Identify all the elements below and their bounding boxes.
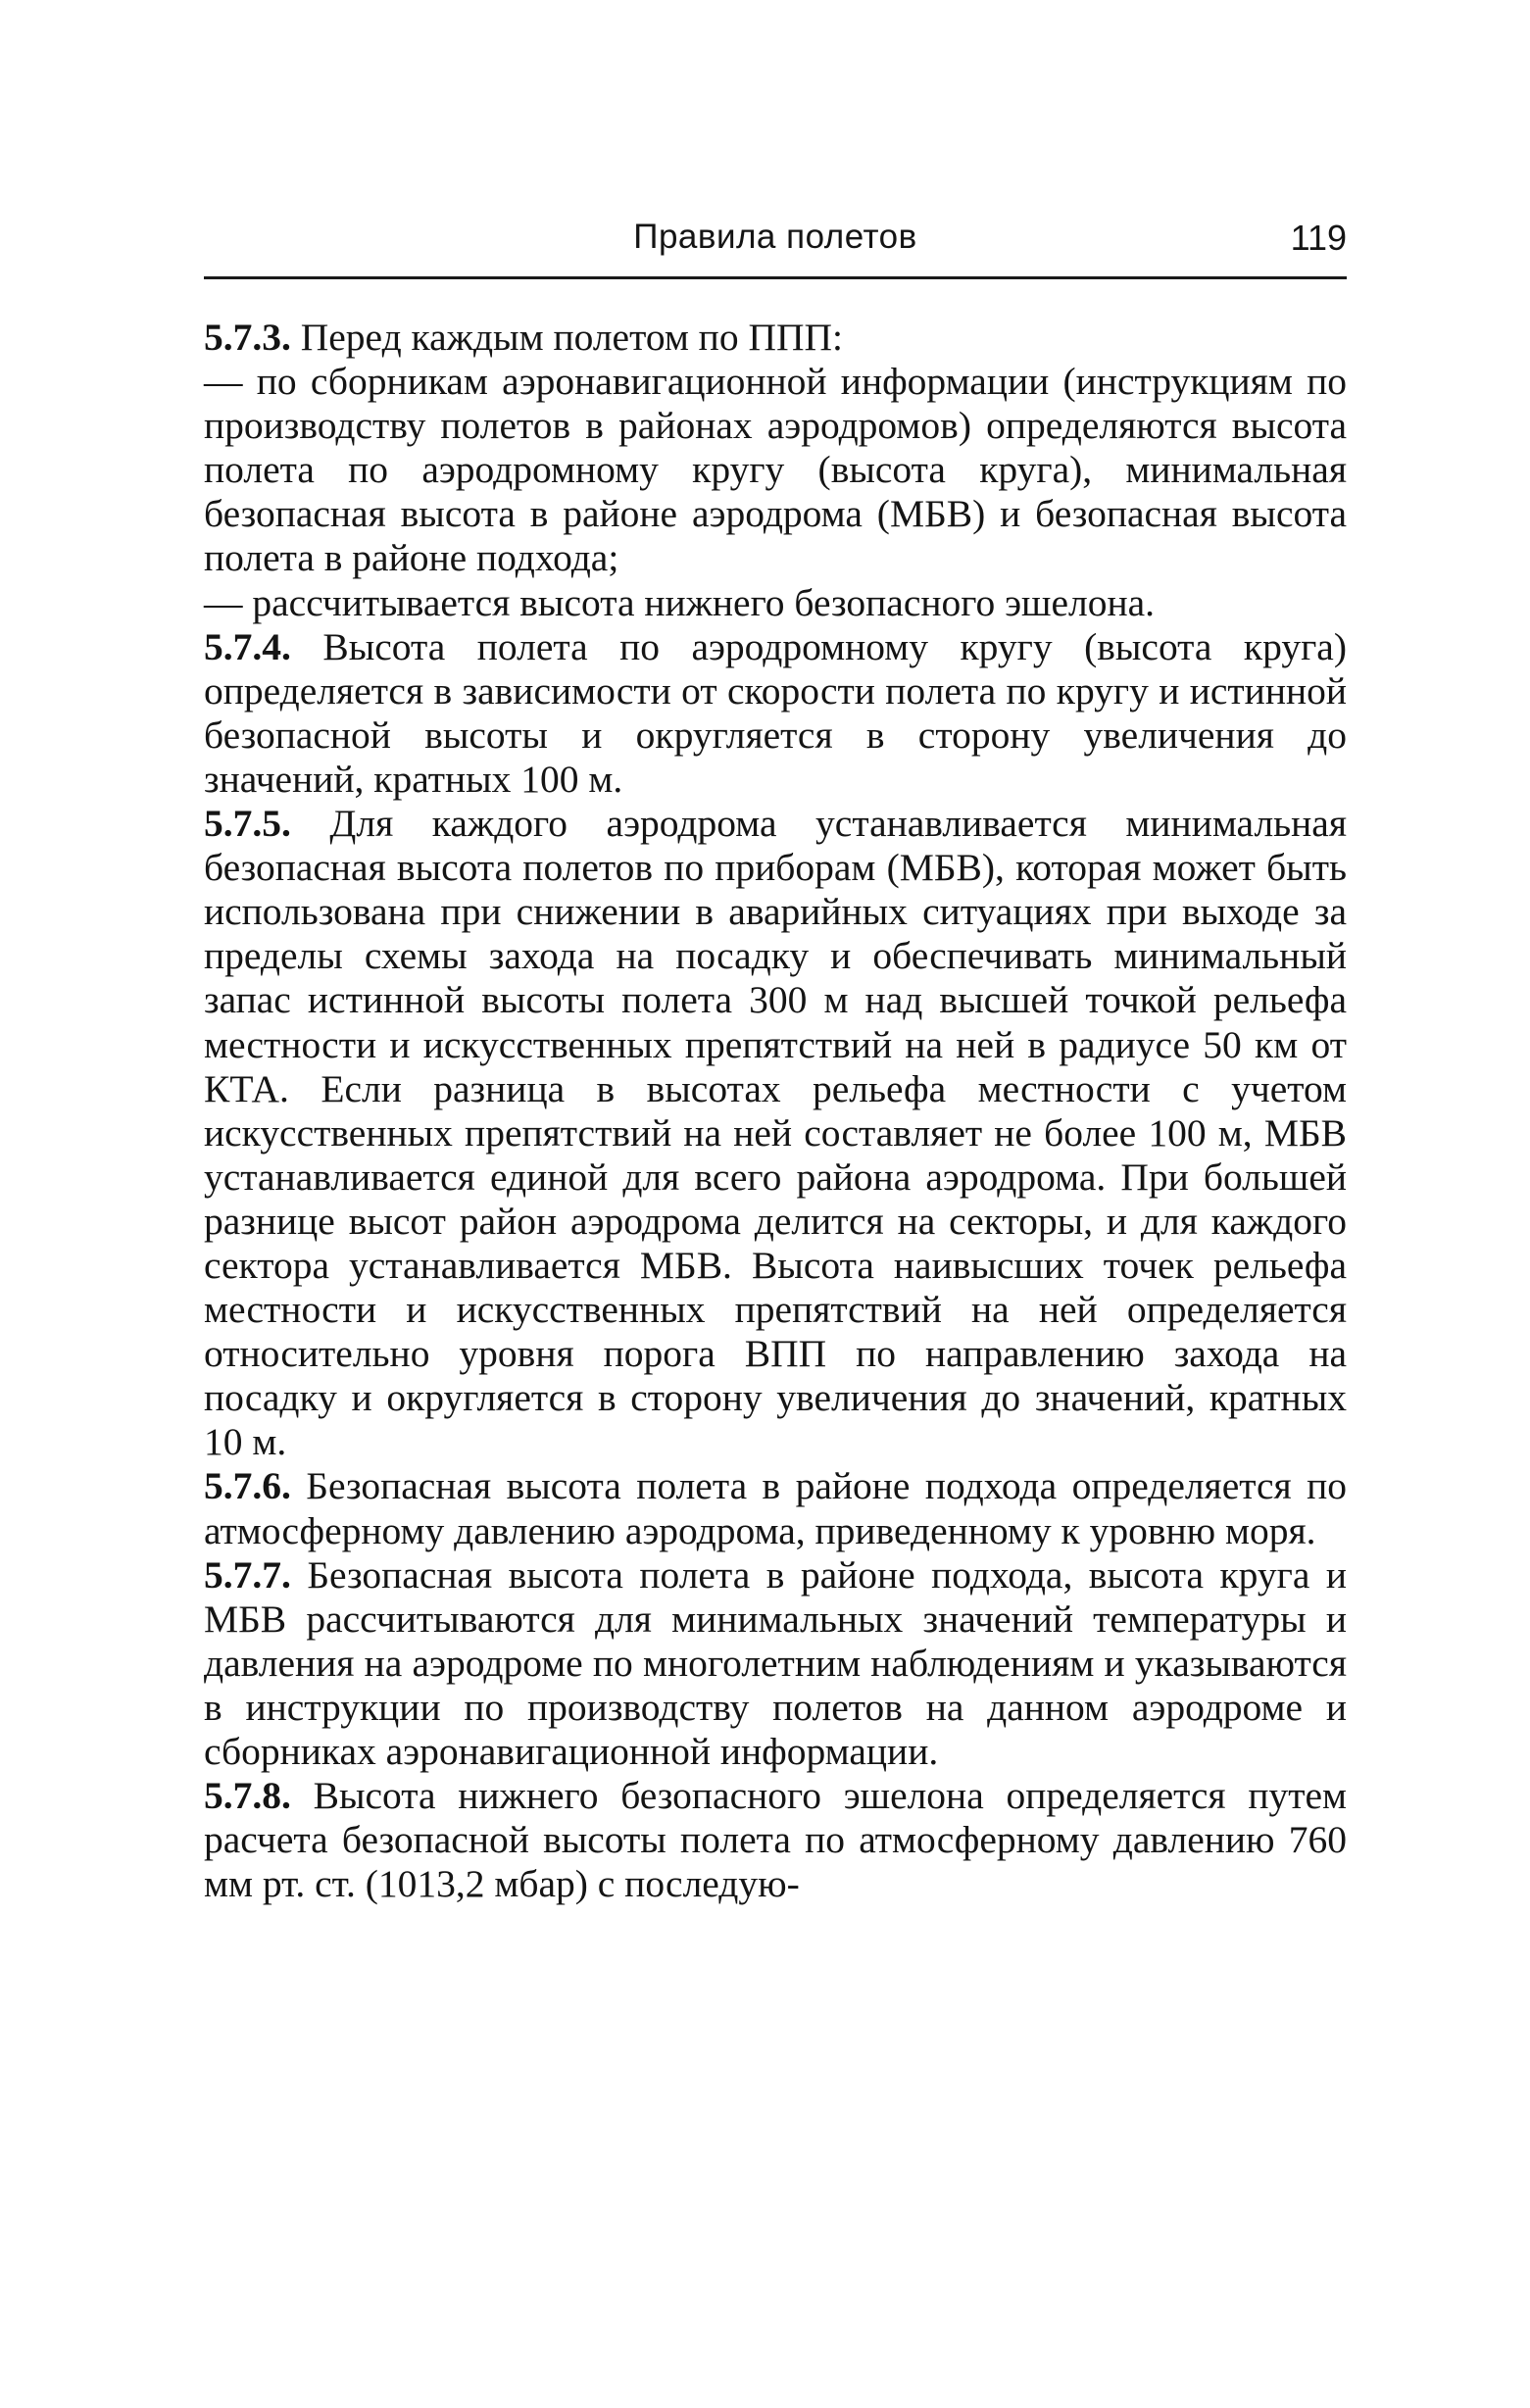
paragraph-text: Для каждого аэродрома устанавливается минимальная безопасная высота полетов по приборам (МБВ), которая может быть использована при снижении в аварийных ситуациях при выходе за пределы схемы захода на посадку и обеспечивать минимальный запас истинной высоты полета 300 м над высшей точкой рельефа местности и искусственных препятствий на ней в радиусе 50 км от КТА. Если разница в высотах рельефа местности с учетом искусственных препятствий на ней составляет не более 100 м, МБВ устанавливается единой для всего района аэродрома. При большей разнице высот район аэродрома делится на секторы, и для каждого сектора устанавливается МБВ. Высота наивысших точек рельефа местности и искусственных препятствий на ней определяется относительно уровня порога ВПП по направлению захода на посадку и округляется в сторону увеличения до значений, кратных 10 м. — [204, 802, 1348, 1464]
document-page — [204, 0, 1347, 2408]
paragraph-item-lower-level — [204, 581, 1347, 625]
paragraph-5-7-4 — [204, 625, 1347, 802]
running-head — [204, 218, 1347, 272]
paragraph-text: Безопасная высота полета в районе подхода определяется по атмосферному давлению аэродрома, приведенному к уровню моря. — [204, 1464, 1348, 1552]
paragraph-5-7-3 — [204, 316, 1347, 360]
paragraph-text: — рассчитывается высота нижнего безопасного эшелона. — [204, 580, 1155, 624]
paragraph-text: — по сборникам аэронавигационной информации (инструкциям по производству полетов в районах аэродромов) определяются высота полета по аэродромному кругу (высота круга), минимальная безопасная высота в районе аэродрома (МБВ) и безопасная высота полета в районе подхода; — [204, 360, 1347, 580]
section-number: 5.7.8. — [204, 1774, 291, 1818]
body-text — [204, 316, 1347, 1906]
section-number: 5.7.4. — [204, 624, 291, 668]
paragraph-5-7-6 — [204, 1464, 1347, 1552]
section-number: 5.7.6. — [204, 1464, 291, 1508]
header-rule — [204, 276, 1347, 279]
running-title: Правила полетов — [633, 218, 917, 256]
paragraph-text: Безопасная высота полета в районе подхода, высота круга и МБВ рассчитываются для минимальных значений температуры и давления на аэродроме по многолетним наблюдениям и указываются в инструкции по производству полетов на данном аэродроме и сборниках аэронавигационной информации. — [204, 1552, 1347, 1773]
paragraph-item-aip — [204, 360, 1347, 580]
paragraph-text: Высота полета по аэродромному кругу (высота круга) определяется в зависимости от скорости полета по кругу и истинной безопасной высоты и округляется в сторону увеличения до значений, кратных 100 м. — [204, 624, 1347, 801]
paragraph-5-7-7 — [204, 1553, 1347, 1774]
paragraph-5-7-5 — [204, 802, 1347, 1464]
section-number: 5.7.5. — [204, 802, 291, 846]
section-number: 5.7.3. — [204, 316, 291, 359]
paragraph-5-7-8 — [204, 1774, 1347, 1906]
paragraph-text: Высота нижнего безопасного эшелона определяется путем расчета безопасной высоты полета по атмосферному давлению 760 мм рт. ст. (1013,2 мбар) с последую- — [204, 1774, 1348, 1906]
section-number: 5.7.7. — [204, 1552, 291, 1597]
paragraph-text: Перед каждым полетом по ППП: — [300, 316, 844, 359]
page-number: 119 — [1290, 218, 1347, 258]
